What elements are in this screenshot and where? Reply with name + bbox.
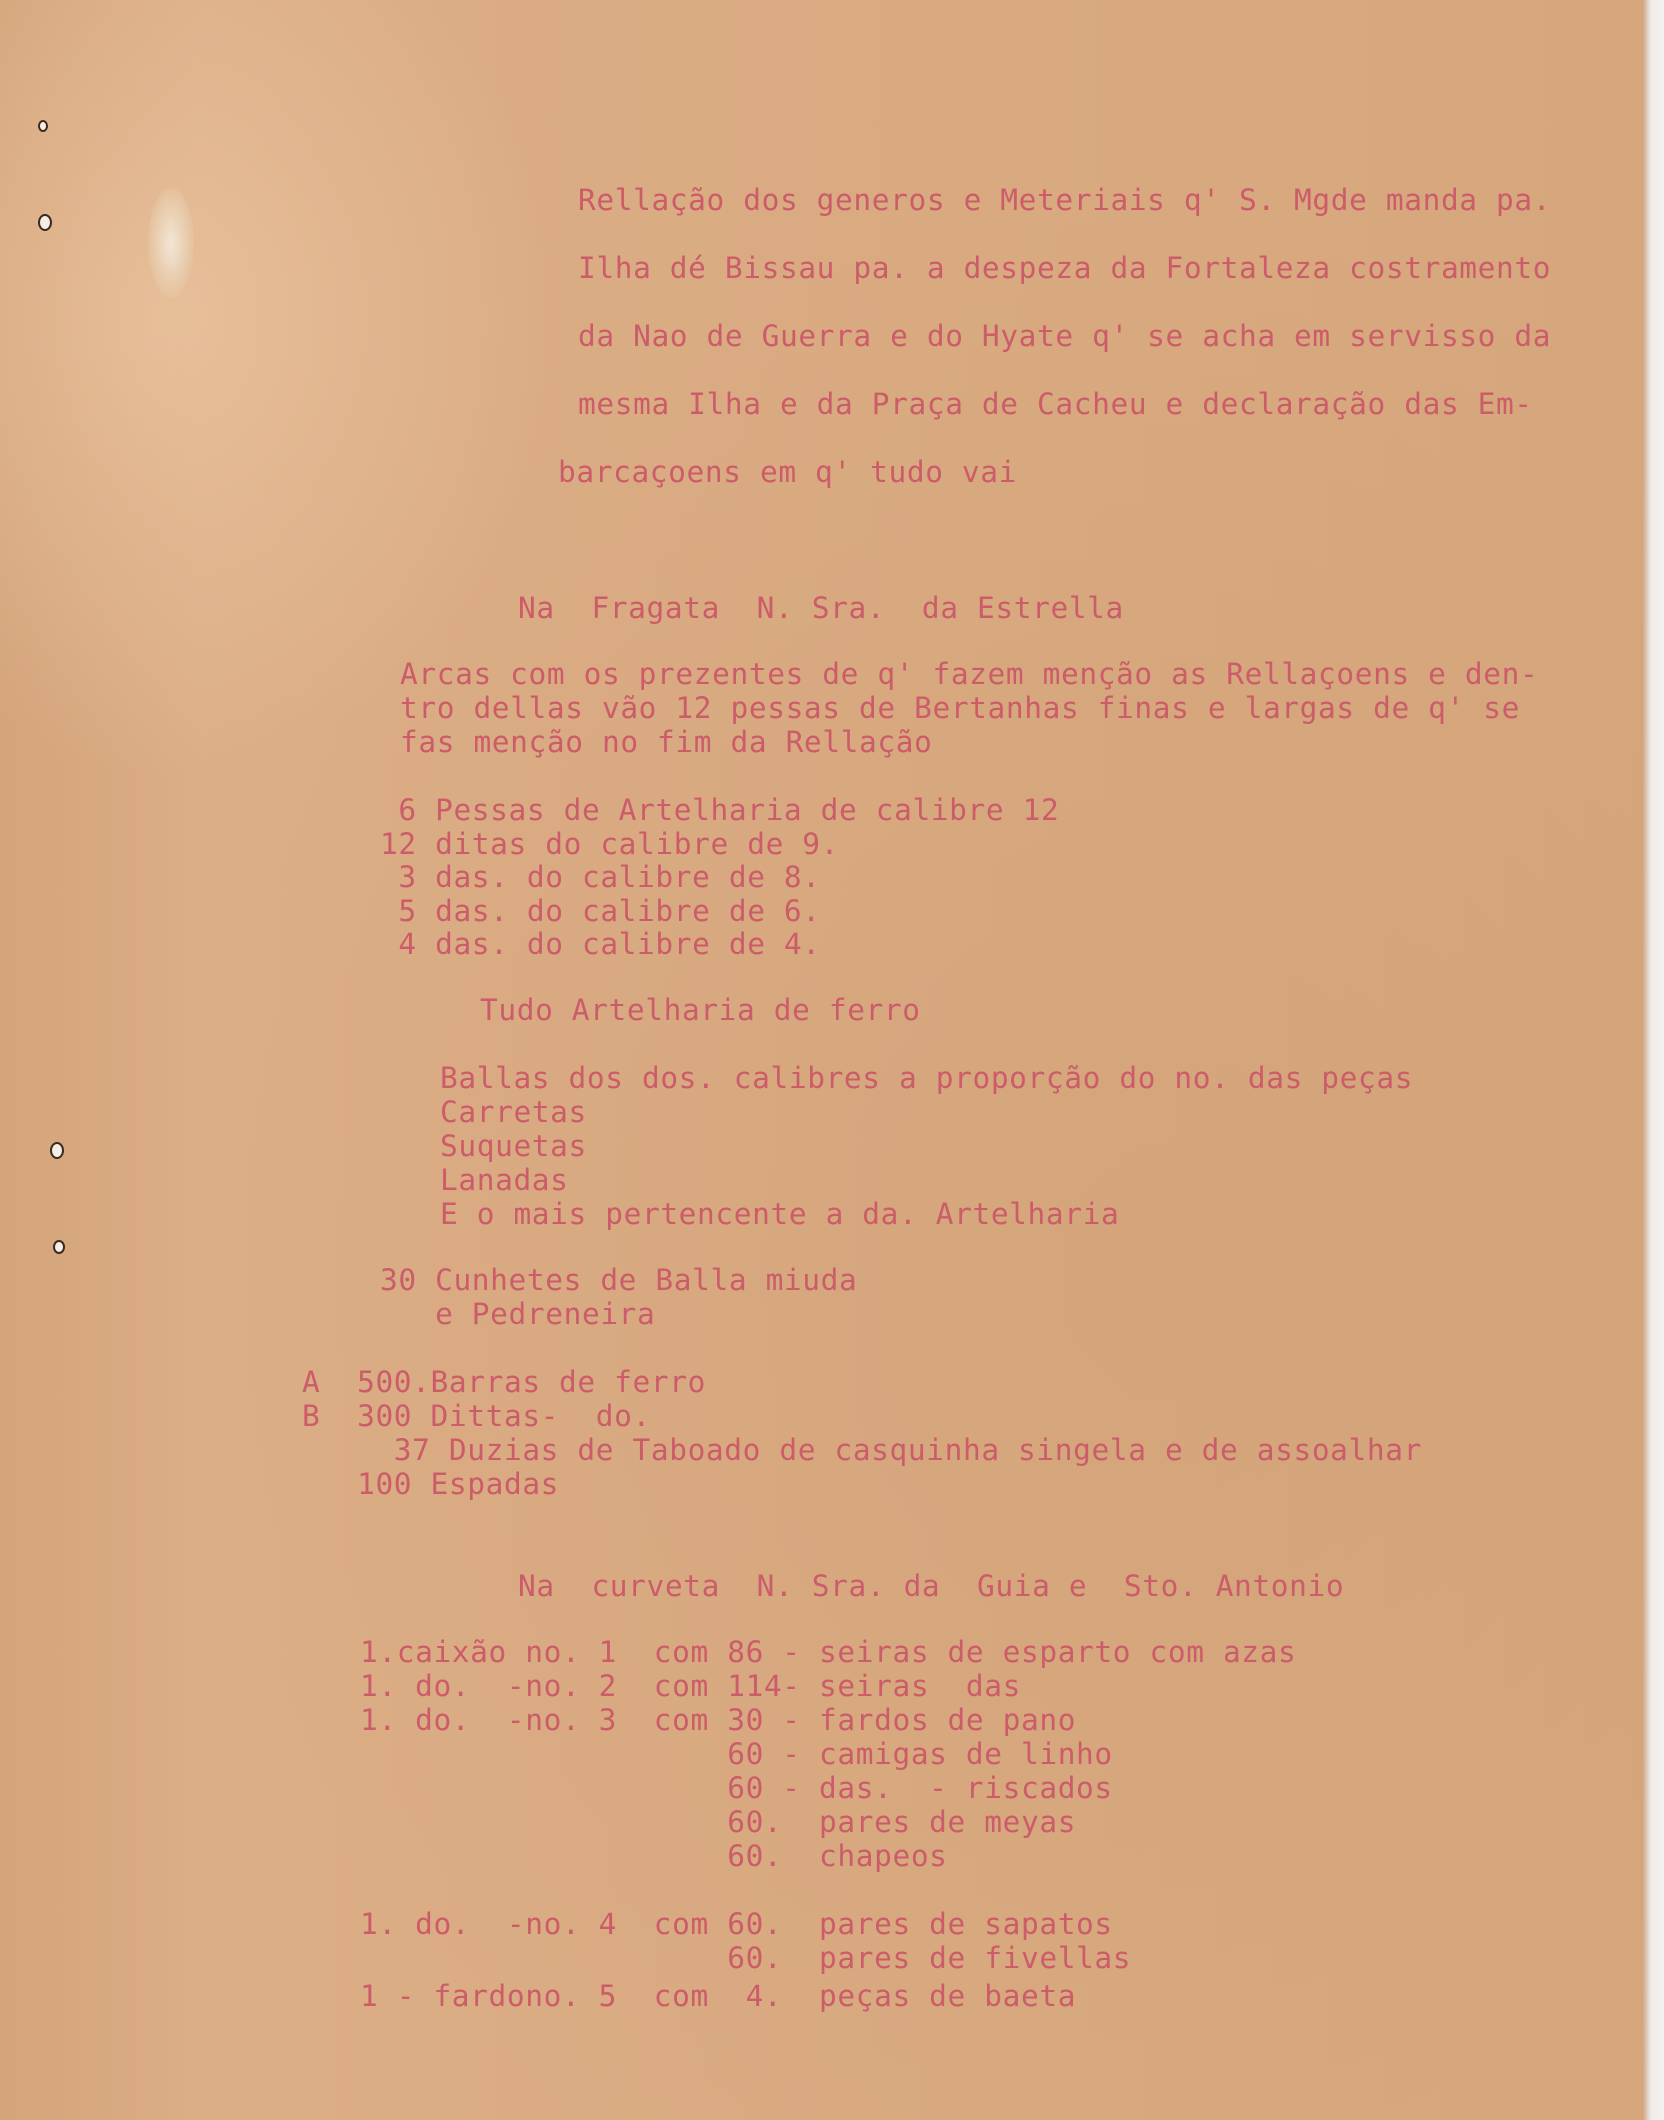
material-line: 37 Duzias de Taboado de casquinha singela e de assoalhar: [302, 1433, 1422, 1467]
material-line: 100 Espadas: [302, 1467, 560, 1501]
punch-hole: [38, 214, 52, 231]
cargo-line: 60 - camigas de linho: [360, 1737, 1113, 1771]
accessory-line: Lanadas: [440, 1163, 569, 1197]
cargo-line: 60. pares de meyas: [360, 1805, 1077, 1839]
cargo-line: 1. do. -no. 4 com 60. pares de sapatos: [360, 1907, 1113, 1941]
punch-hole: [38, 120, 48, 132]
cargo-line: 1.caixão no. 1 com 86 - seiras de esparto com azas: [360, 1635, 1297, 1669]
accessory-line: Carretas: [440, 1095, 587, 1129]
paper-stain: [148, 188, 194, 298]
cargo-line: 1 - fardono. 5 com 4. peças de baeta: [360, 1979, 1077, 2013]
cunhetes-line: e Pedreneira: [380, 1297, 656, 1331]
cargo-line: 60 - das. - riscados: [360, 1771, 1113, 1805]
cargo-line: 1. do. -no. 2 com 114- seiras das: [360, 1669, 1021, 1703]
artillery-line: 12 ditas do calibre de 9.: [380, 827, 840, 861]
heading-line: Rellação dos generos e Meteriais q' S. Mgde manda pa.: [578, 183, 1552, 217]
cargo-line: 60. pares de fivellas: [360, 1941, 1132, 1975]
section-title: Na curveta N. Sra. da Guia e Sto. Antonio: [518, 1569, 1345, 1603]
cargo-line: 60. chapeos: [360, 1839, 948, 1873]
arcas-line: Arcas com os prezentes de q' fazem menção as Rellaçoens e den-: [400, 657, 1539, 691]
accessory-line: Suquetas: [440, 1129, 587, 1163]
artillery-line: 4 das. do calibre de 4.: [380, 927, 821, 961]
accessory-line: E o mais pertencente a da. Artelharia: [440, 1197, 1120, 1231]
punch-hole: [50, 1142, 64, 1159]
heading-line: mesma Ilha e da Praça de Cacheu e declaração das Em-: [578, 387, 1533, 421]
artillery-line: 3 das. do calibre de 8.: [380, 860, 821, 894]
punch-hole: [53, 1240, 65, 1254]
material-line: B 300 Dittas- do.: [302, 1399, 651, 1433]
accessory-line: Ballas dos dos. calibres a proporção do no. das peças: [440, 1061, 1414, 1095]
heading-line: barcaçoens em q' tudo vai: [558, 455, 1018, 489]
heading-line: da Nao de Guerra e do Hyate q' se acha em servisso da: [578, 319, 1552, 353]
paper-edge: [1642, 0, 1664, 2120]
cunhetes-line: 30 Cunhetes de Balla miuda: [380, 1263, 858, 1297]
heading-line: Ilha dé Bissau pa. a despeza da Fortaleza costramento: [578, 251, 1552, 285]
artillery-line: 6 Pessas de Artelharia de calibre 12: [380, 793, 1060, 827]
artillery-line: 5 das. do calibre de 6.: [380, 894, 821, 928]
artillery-note: Tudo Artelharia de ferro: [480, 993, 921, 1027]
cargo-line: 1. do. -no. 3 com 30 - fardos de pano: [360, 1703, 1077, 1737]
material-line: A 500.Barras de ferro: [302, 1365, 706, 1399]
arcas-line: tro dellas vão 12 pessas de Bertanhas finas e largas de q' se: [400, 691, 1520, 725]
section-title: Na Fragata N. Sra. da Estrella: [518, 591, 1124, 625]
arcas-line: fas menção no fim da Rellação: [400, 725, 933, 759]
